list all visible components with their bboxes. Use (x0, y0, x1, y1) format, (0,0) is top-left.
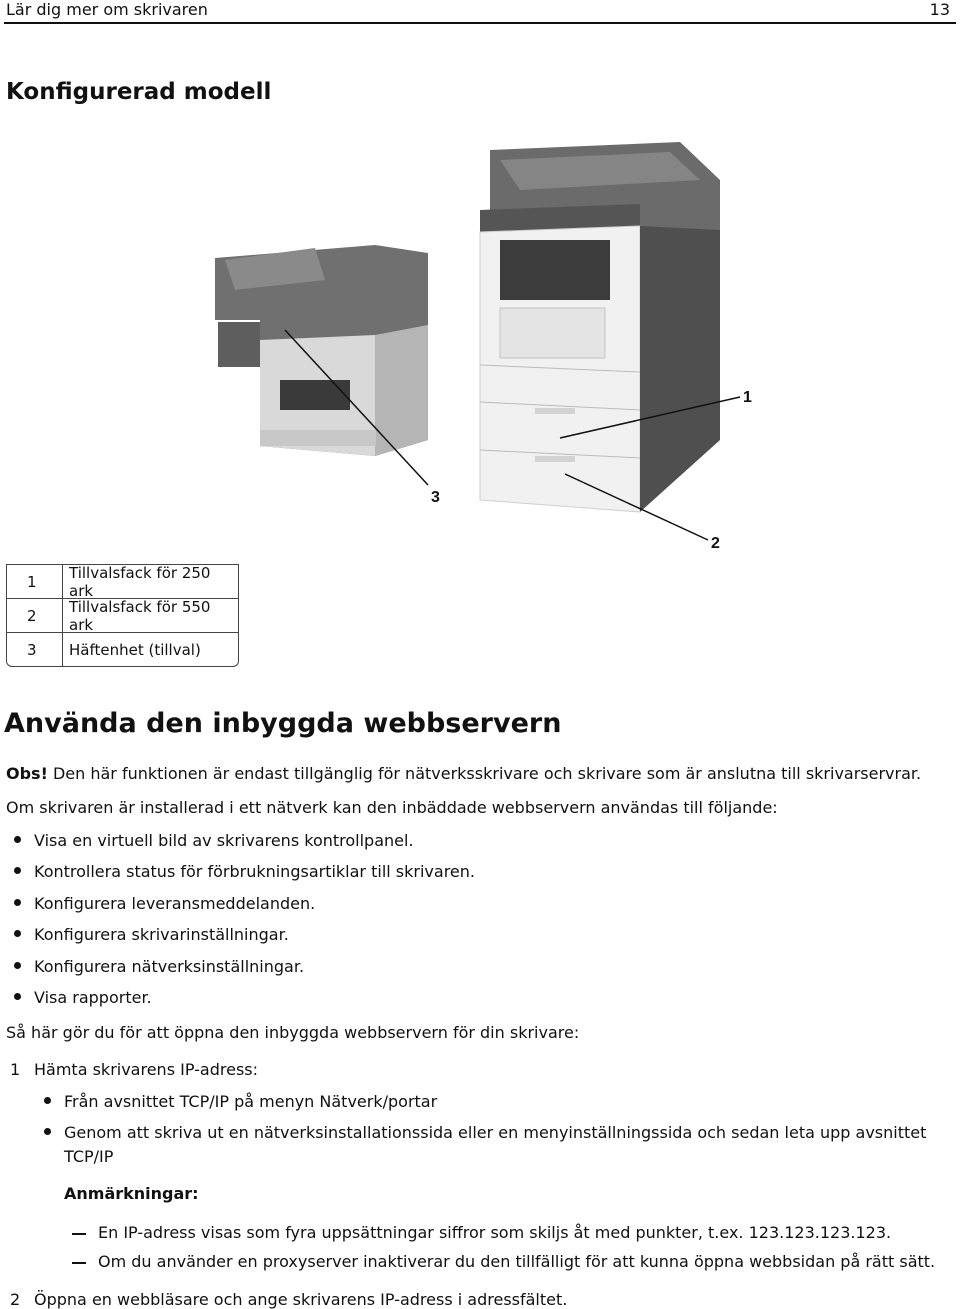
bullet-icon (44, 1128, 51, 1135)
bullet-icon (44, 1097, 51, 1104)
list-item: Kontrollera status för förbrukningsartiklar till skrivaren. (14, 862, 475, 881)
list-item: Visa en virtuell bild av skrivarens kontrollpanel. (14, 831, 414, 850)
legend-row (7, 633, 238, 666)
legend-number: 1 (27, 572, 37, 591)
dash-icon (72, 1262, 86, 1264)
intro-paragraph: Om skrivaren är installerad i ett nätverk kan den inbäddade webbservern användas till följande: (6, 798, 778, 817)
list-item: Konfigurera nätverksinställningar. (14, 957, 304, 976)
bullet-icon (14, 962, 21, 969)
section-title-web-server: Använda den inbyggda webbservern (4, 708, 562, 739)
step-1: 1 Hämta skrivarens IP-adress: (10, 1060, 258, 1079)
note-paragraph (6, 764, 921, 783)
bullet-icon (14, 836, 21, 843)
bullet-icon (14, 993, 21, 1000)
callout-3: 3 (431, 489, 440, 506)
note-item: Om du använder en proxyserver inaktiverar du den tillfälligt för att kunna öppna webbsidan på rätt sätt. (72, 1252, 935, 1271)
list-item: Konfigurera leveransmeddelanden. (14, 894, 315, 913)
legend-row (7, 565, 238, 599)
note-text: Den här funktionen är endast tillgänglig för nätverksskrivare och skrivare som är anslutna till skrivarservrar. (47, 764, 922, 783)
callout-1: 1 (743, 389, 752, 406)
step-2: 2 Öppna en webbläsare och ange skrivarens IP-adress i adressfältet. (10, 1290, 568, 1309)
section-title-configured-model: Konfigurerad modell (6, 79, 272, 105)
legend-number: 2 (27, 606, 37, 625)
note-item: En IP-adress visas som fyra uppsättningar siffror som skiljs åt med punkter, t.ex. 123.123.123.123. (72, 1223, 891, 1242)
legend-number: 3 (27, 640, 37, 659)
list-item: Konfigurera skrivarinställningar. (14, 925, 289, 944)
page-number: 13 (929, 0, 950, 19)
bullet-icon (14, 899, 21, 906)
legend-text: Tillvalsfack för 250 ark (62, 565, 238, 598)
legend-row (7, 599, 238, 633)
page-header (4, 0, 956, 24)
dash-icon (72, 1233, 86, 1235)
callout-2: 2 (711, 535, 720, 552)
front-printer-image (480, 142, 720, 512)
bullet-icon (14, 930, 21, 937)
note-label: Obs! (6, 764, 48, 783)
list-item: Genom att skriva ut en nätverksinstallationssida eller en menyinställningssida och sedan leta upp avsnittet (44, 1123, 926, 1142)
list-item-continuation: TCP/IP (64, 1147, 114, 1166)
legend-text: Häftenhet (tillval) (62, 633, 238, 666)
notes-title: Anmärkningar: (64, 1184, 199, 1203)
printer-illustration (200, 140, 760, 560)
list-item: Visa rapporter. (14, 988, 152, 1007)
legend-text: Tillvalsfack för 550 ark (62, 599, 238, 632)
legend-table (6, 564, 239, 667)
rear-printer-image (215, 245, 428, 456)
howto-paragraph: Så här gör du för att öppna den inbyggda webbservern för din skrivare: (6, 1023, 580, 1042)
chapter-title: Lär dig mer om skrivaren (6, 0, 208, 19)
bullet-icon (14, 867, 21, 874)
list-item: Från avsnittet TCP/IP på menyn Nätverk/portar (44, 1092, 437, 1111)
